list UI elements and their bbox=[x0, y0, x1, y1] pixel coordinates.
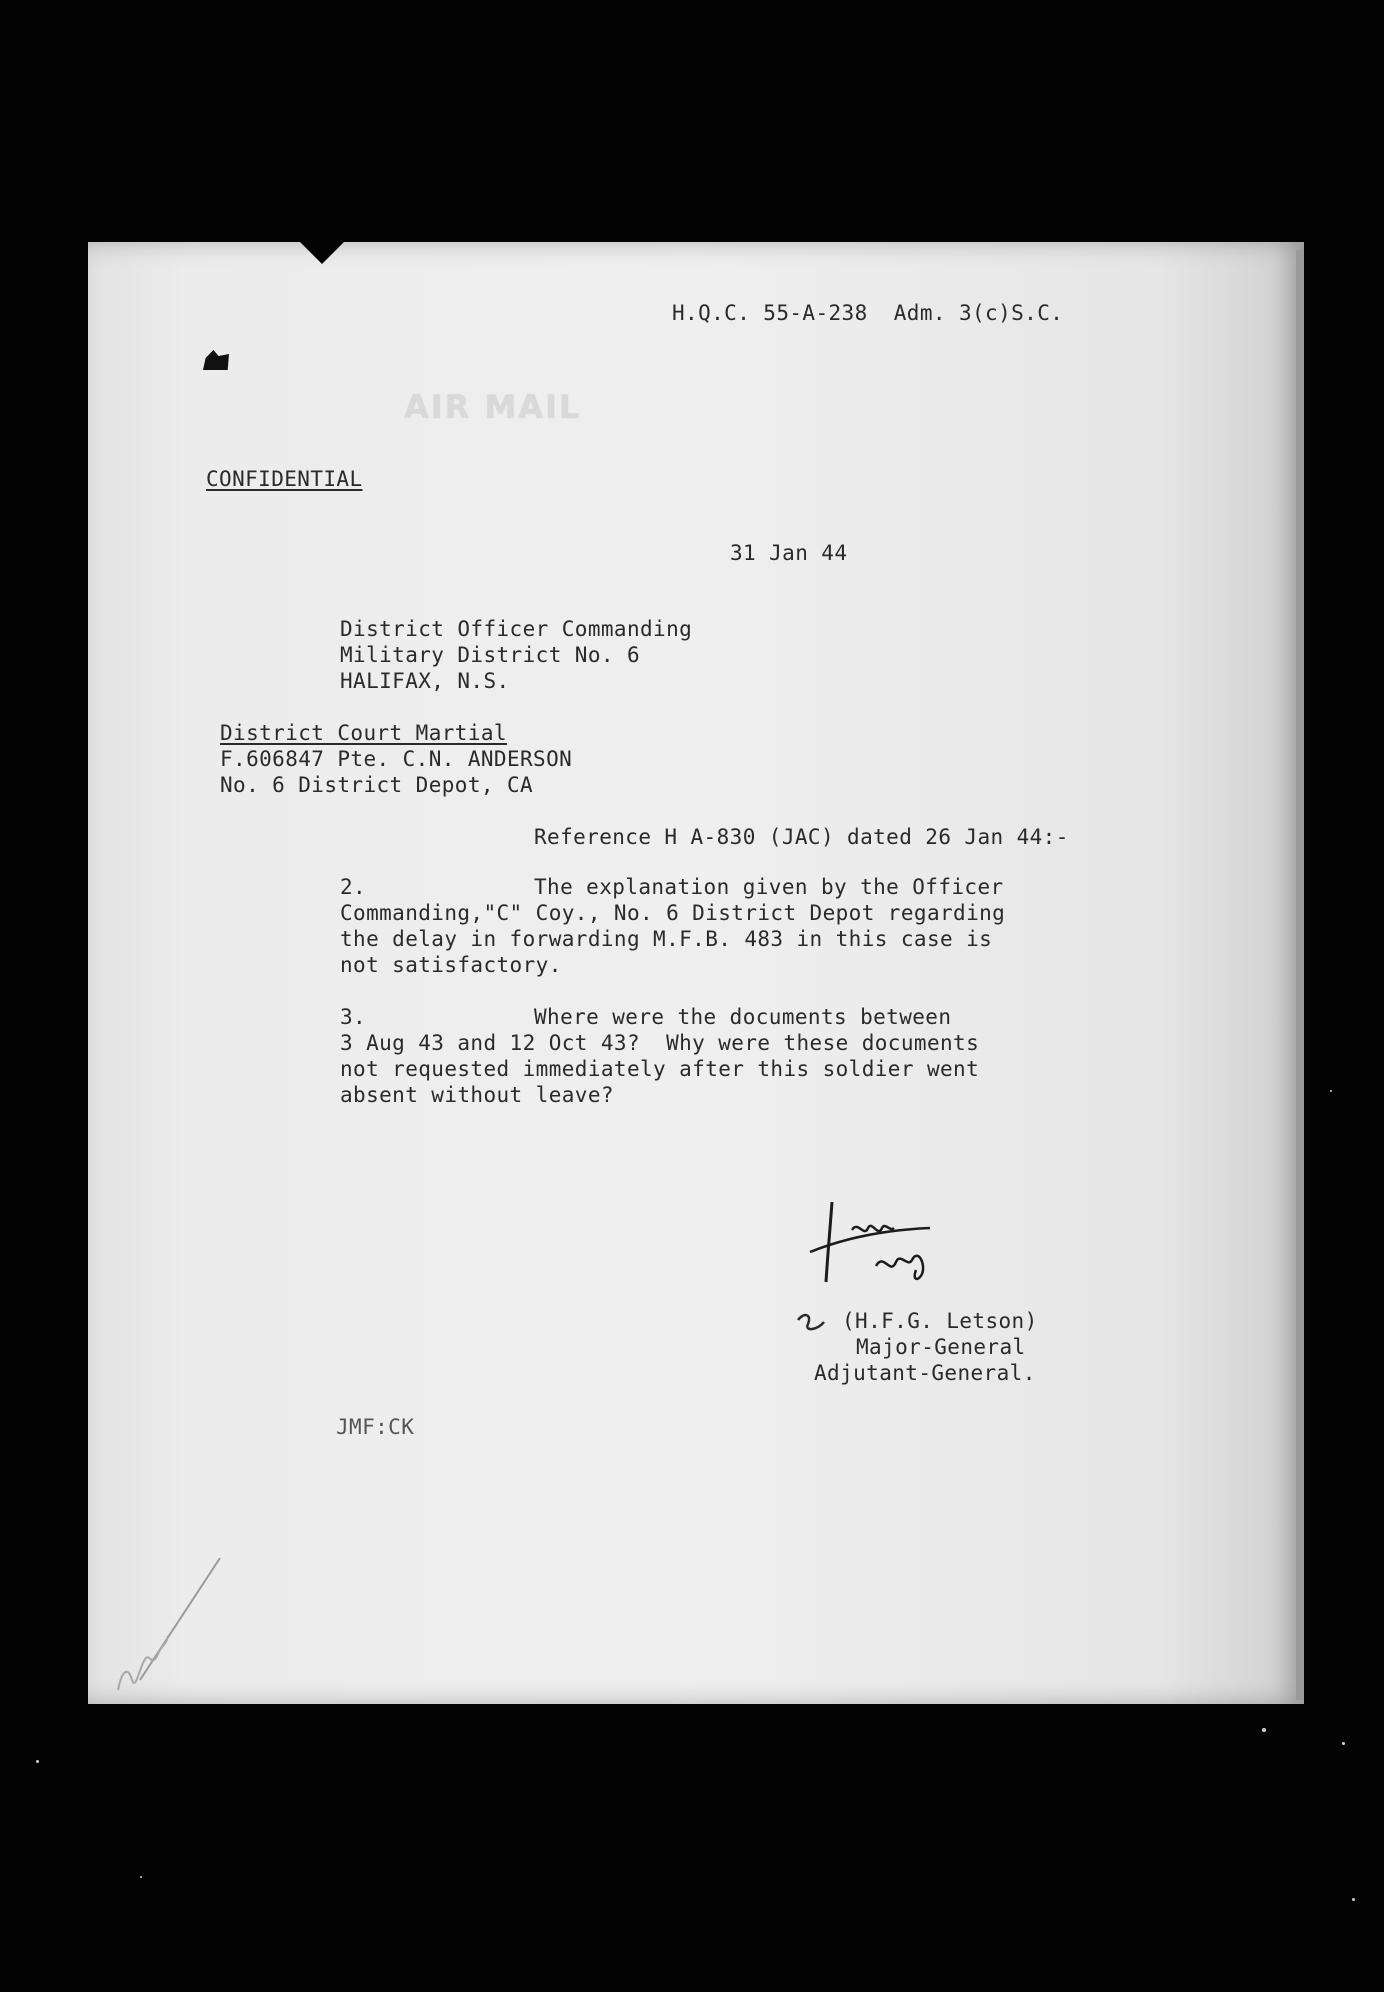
paragraph-number: 3. bbox=[340, 1005, 367, 1029]
subject-title: District Court Martial bbox=[220, 721, 507, 745]
subject-line: No. 6 District Depot, CA bbox=[220, 773, 534, 797]
reference-line: Reference H A-830 (JAC) dated 26 Jan 44:- bbox=[534, 825, 1069, 849]
signatory-title: Adjutant-General. bbox=[814, 1361, 1036, 1385]
paragraph-line: Commanding,"C" Coy., No. 6 District Depot regarding bbox=[340, 901, 1006, 925]
paragraph-line: not satisfactory. bbox=[340, 953, 562, 977]
letter-date: 31 Jan 44 bbox=[730, 541, 848, 565]
subject-line: F.606847 Pte. C.N. ANDERSON bbox=[220, 747, 573, 771]
classification-heading: CONFIDENTIAL bbox=[206, 467, 363, 491]
paragraph-line: not requested immediately after this soldier went bbox=[340, 1057, 980, 1081]
typist-initials: JMF:CK bbox=[336, 1415, 415, 1439]
film-speck bbox=[1262, 1728, 1266, 1732]
addressee-line: HALIFAX, N.S. bbox=[340, 669, 510, 693]
film-speck bbox=[36, 1760, 39, 1763]
signatory-rank: Major-General bbox=[856, 1335, 1026, 1359]
paragraph-line: Where were the documents between bbox=[534, 1005, 952, 1029]
document-page bbox=[88, 242, 1304, 1704]
film-speck bbox=[1342, 1742, 1345, 1745]
film-speck bbox=[140, 1876, 142, 1878]
addressee-line: District Officer Commanding bbox=[340, 617, 693, 641]
air-mail-stamp: AIR MAIL bbox=[404, 388, 582, 426]
paragraph-line: 3 Aug 43 and 12 Oct 43? Why were these documents bbox=[340, 1031, 980, 1055]
film-speck bbox=[1330, 1090, 1332, 1092]
paragraph-line: absent without leave? bbox=[340, 1083, 614, 1107]
page-edge-shadow bbox=[1296, 250, 1304, 1700]
torn-notch bbox=[300, 242, 344, 264]
addressee-line: Military District No. 6 bbox=[340, 643, 640, 667]
signatory-name: (H.F.G. Letson) bbox=[842, 1309, 1038, 1333]
file-reference: H.Q.C. 55-A-238 Adm. 3(c)S.C. bbox=[672, 301, 1064, 325]
paragraph-line: The explanation given by the Officer bbox=[534, 875, 1004, 899]
pencil-notation bbox=[100, 1540, 240, 1700]
film-speck bbox=[1352, 1898, 1355, 1901]
paragraph-number: 2. bbox=[340, 875, 367, 899]
paragraph-line: the delay in forwarding M.F.B. 483 in this case is bbox=[340, 927, 993, 951]
